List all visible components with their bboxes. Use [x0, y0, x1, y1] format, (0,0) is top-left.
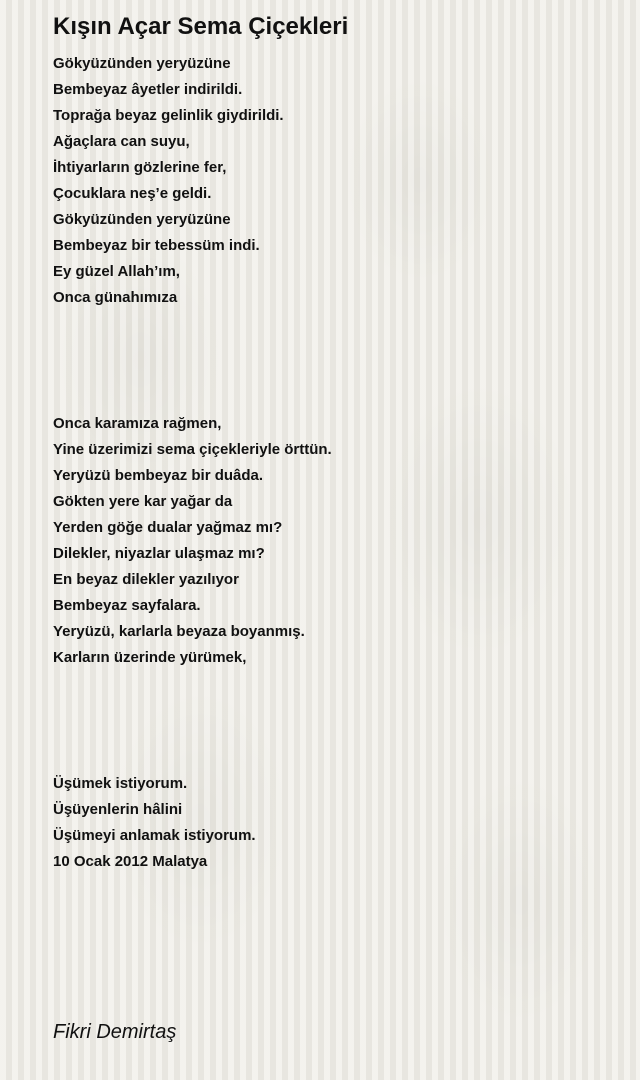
poem-line: Bembeyaz âyetler indirildi. [53, 81, 243, 98]
poem-title: Kışın Açar Sema Çiçekleri [53, 13, 349, 40]
poem-line: Bembeyaz bir tebessüm indi. [53, 237, 260, 254]
poem-line: Ağaçlara can suyu, [53, 133, 190, 150]
poem-line: Dilekler, niyazlar ulaşmaz mı? [53, 545, 265, 562]
poem-author: Fikri Demirtaş [53, 1021, 177, 1043]
poem-line: Üşüyenlerin hâlini [53, 801, 183, 818]
poem-line: Üşümeyi anlamak istiyorum. [53, 827, 256, 844]
poem-date-location: 10 Ocak 2012 Malatya [53, 853, 208, 870]
poem-line: Yerden göğe dualar yağmaz mı? [53, 519, 283, 536]
poem-line: Toprağa beyaz gelinlik giydirildi. [53, 107, 284, 124]
poem-line: Gökyüzünden yeryüzüne [53, 55, 231, 72]
poem-line: Çocuklara neş’e geldi. [53, 185, 212, 202]
stanza-2 [53, 411, 332, 671]
poem-line: En beyaz dilekler yazılıyor [53, 571, 239, 588]
poem-line: Onca günahımıza [53, 289, 178, 306]
poem-line: Onca karamıza rağmen, [53, 415, 222, 432]
poem-line: Gökten yere kar yağar da [53, 493, 233, 510]
poem-line: Üşümek istiyorum. [53, 775, 188, 792]
poem-line: Ey güzel Allah’ım, [53, 263, 180, 280]
poem-line: Yeryüzü bembeyaz bir duâda. [53, 467, 264, 484]
poem-line: Yeryüzü, karlarla beyaza boyanmış. [53, 623, 305, 640]
stanza-1 [53, 51, 284, 311]
poem-line: Gökyüzünden yeryüzüne [53, 211, 231, 228]
poem-line: İhtiyarların gözlerine fer, [53, 159, 227, 176]
poem-line: Yine üzerimizi sema çiçekleriyle örttün. [53, 441, 332, 458]
poem-line: Karların üzerinde yürümek, [53, 649, 247, 666]
poem-line: Bembeyaz sayfalara. [53, 597, 201, 614]
stanza-3 [53, 771, 256, 875]
